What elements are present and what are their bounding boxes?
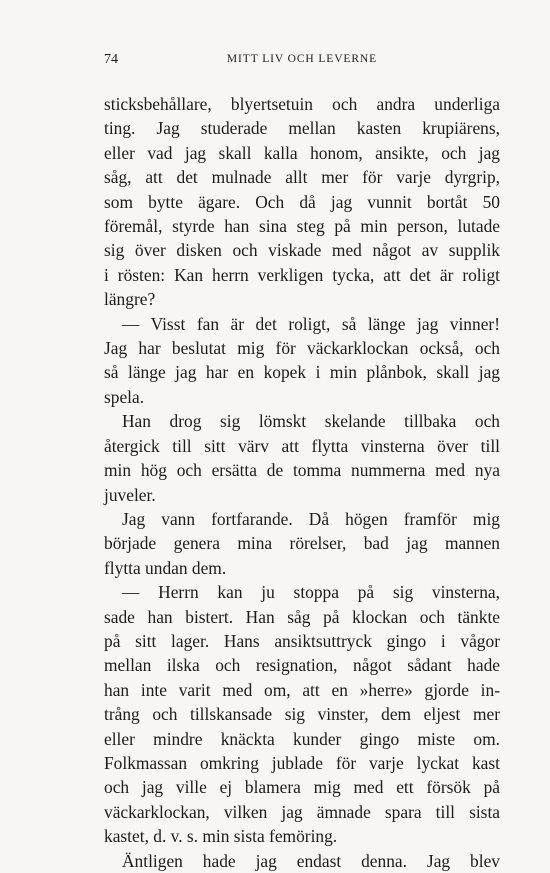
text-line: han inte varit med om, att en »herre» gjorde in- <box>104 679 500 700</box>
text-line: mellan ilska och resignation, något sådant hade <box>104 655 500 676</box>
text-line: — Herrn kan ju stoppa på sig vinsterna, <box>122 582 500 603</box>
text-line: började genera mina rörelser, bad jag mannen <box>104 533 500 554</box>
text-line: flytta undan dem. <box>104 557 227 578</box>
text-line: — Visst fan är det roligt, så länge jag vinner! <box>122 313 500 334</box>
text-line: Han drog sig lömskt skelande tillbaka och <box>122 411 500 432</box>
text-line: Jag har beslutat mig för väckarklockan också, och <box>104 338 500 359</box>
text-line: såg, att det mulnade allt mer för varje dyrgrip, <box>104 167 500 188</box>
text-line: väckarklockan, vilken jag ämnade spara till sista <box>104 801 500 822</box>
text-line: och jag ville ej blamera mig med ett försök på <box>104 777 500 798</box>
text-line: längre? <box>104 289 156 310</box>
text-line: som bytte ägare. Och då jag vunnit bortåt 50 <box>104 191 500 212</box>
text-line: Äntligen hade jag endast denna. Jag blev <box>122 850 500 871</box>
text-line: min hög och ersätta de tomma nummerna med nya <box>104 460 500 481</box>
text-line: spela. <box>104 386 145 407</box>
text-line: juveler. <box>104 484 156 505</box>
text-line: eller mindre knäckta kunder gingo miste om. <box>104 728 500 749</box>
text-line: på sitt lager. Hans ansiktsuttryck gingo i vågor <box>104 630 500 651</box>
text-line: sade han bistert. Han såg på klockan och tänkte <box>104 606 500 627</box>
text-line: sticksbehållare, blyertsetuin och andra underliga <box>104 94 500 114</box>
running-title: MITT LIV OCH LEVERNE <box>226 53 378 65</box>
text-line: Jag vann fortfarande. Då högen framför mig <box>122 508 500 529</box>
book-page <box>104 50 500 873</box>
text-line: föremål, styrde han sina steg på min person, lutade <box>104 216 500 237</box>
page-number: 74 <box>104 52 118 67</box>
text-line: eller vad jag skall kalla honom, ansikte, och jag <box>104 142 500 163</box>
text-line: i rösten: Kan herrn verkligen tycka, att det är roligt <box>104 264 500 285</box>
text-line: så länge jag har en kopek i min plånbok, skall jag <box>104 362 500 383</box>
text-line: kastet, d. v. s. min sista femöring. <box>104 826 338 847</box>
body-text <box>104 92 500 873</box>
text-line: trång och tillskansade sig vinster, dem eljest mer <box>104 704 500 725</box>
text-line: återgick till sitt värv att flytta vinsterna över till <box>104 435 500 456</box>
running-header <box>104 50 500 72</box>
text-line: sig över disken och viskade med något av supplik <box>104 240 500 261</box>
text-line: Folkmassan omkring jublade för varje lyckat kast <box>104 752 500 773</box>
text-line: ting. Jag studerade mellan kasten krupiärens, <box>104 118 500 139</box>
